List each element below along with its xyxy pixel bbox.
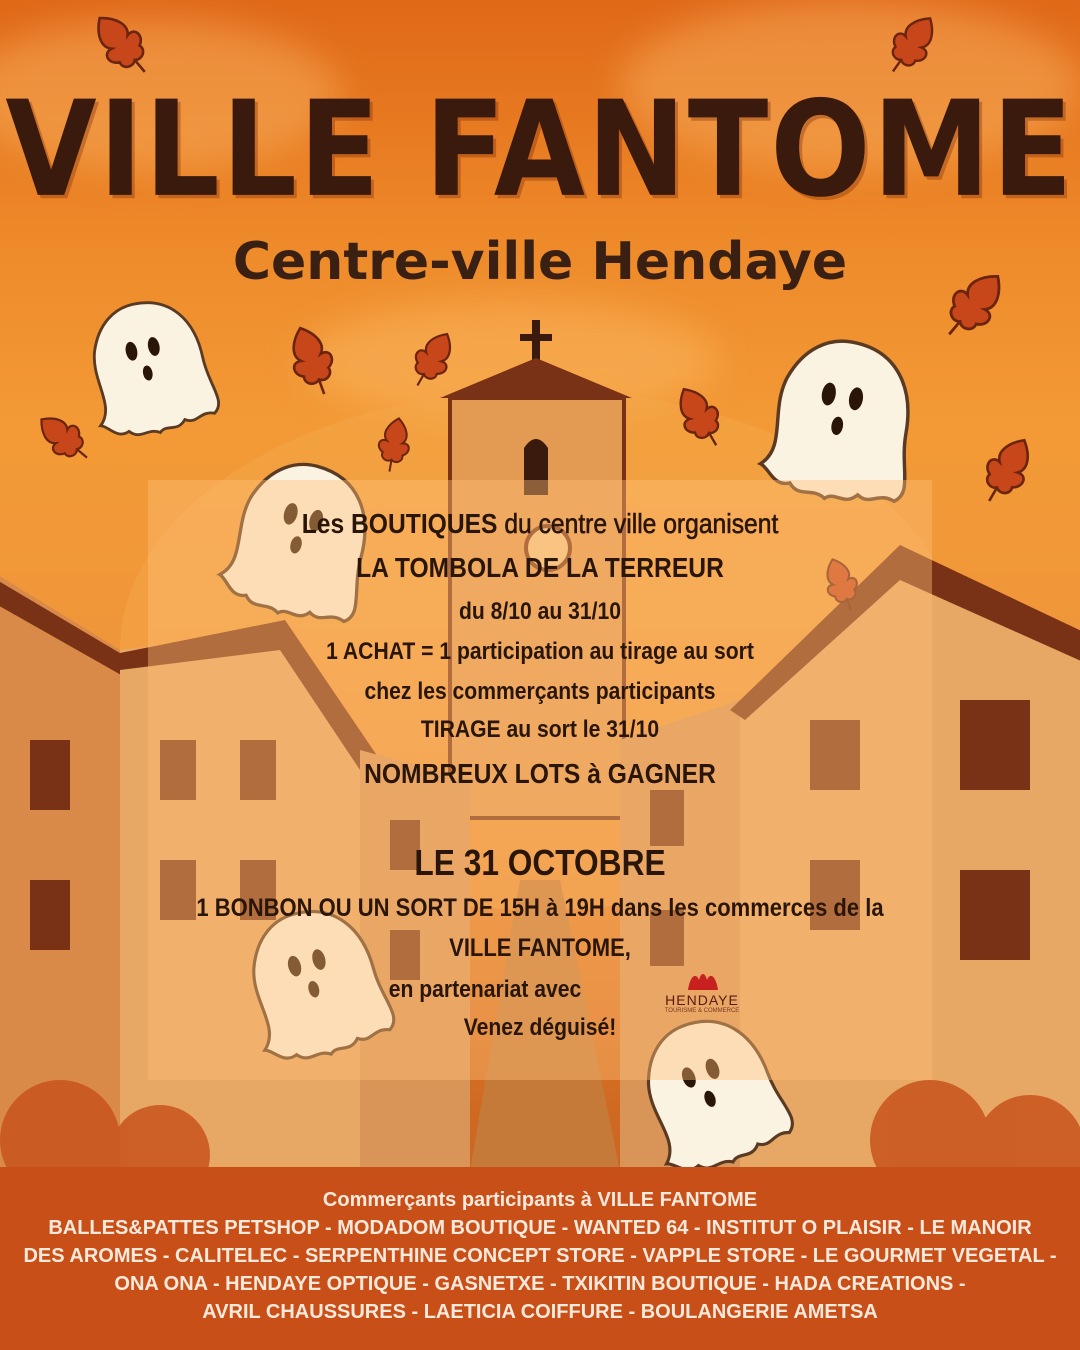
- panel-line-purchase-bold: 1 ACHAT: [326, 638, 416, 665]
- hendaye-logo-mark-icon: [686, 970, 720, 990]
- participants-line: DES AROMES - CALITELEC - SERPENTHINE CONCEPT STORE - VAPPLE STORE - LE GOURMET VEGETAL -: [23, 1245, 1057, 1267]
- panel-line-organisers-bold: Les BOUTIQUES: [301, 508, 498, 539]
- poster-title: VILLE FANTOME: [5, 71, 1075, 227]
- event-date-title: LE 31 OCTOBRE: [414, 842, 666, 883]
- tombola-title: LA TOMBOLA DE LA TERREUR: [356, 552, 724, 583]
- hendaye-logo-name: HENDAYE: [665, 992, 739, 1008]
- hendaye-logo: [662, 970, 742, 1020]
- panel-line-candy: 1 BONBON OU UN SORT DE 15H à 19H dans les commerces de la: [196, 894, 884, 922]
- tombola-dates: du 8/10 au 31/10: [458, 598, 622, 625]
- ghost-icon: [77, 291, 222, 444]
- participants-line: AVRIL CHAUSSURES - LAETICIA COIFFURE - BOULANGERIE AMETSA: [202, 1301, 878, 1323]
- panel-line-partnership: en partenariat avec: [388, 976, 582, 1003]
- panel-line-organisers: [65, 508, 1015, 540]
- panel-line-organisers-rest: du centre ville organisent: [497, 508, 779, 539]
- panel-line-draw-bold: TIRAGE: [420, 716, 501, 743]
- poster-subtitle: Centre-ville Hendaye: [232, 232, 848, 292]
- panel-line-prizes: NOMBREUX LOTS à GAGNER: [364, 758, 716, 789]
- participants-line: ONA ONA - HENDAYE OPTIQUE - GASNETXE - TXIKITIN BOUTIQUE - HADA CREATIONS -: [114, 1273, 966, 1295]
- panel-line-draw: [65, 716, 1015, 744]
- panel-line-merchants: chez les commerçants participants: [364, 678, 716, 705]
- panel-line-draw-rest: au sort le 31/10: [500, 716, 660, 743]
- panel-line-purchase-rest: = 1 participation au tirage au sort: [415, 638, 754, 665]
- panel-line-purchase: [65, 638, 1015, 666]
- hendaye-logo-tagline: TOURISME & COMMERCE: [664, 1008, 740, 1014]
- participants-heading: Commerçants participants à VILLE FANTOME: [322, 1189, 758, 1211]
- panel-line-costume: Venez déguisé!: [463, 1014, 617, 1041]
- panel-line-ville: VILLE FANTOME,: [449, 934, 631, 962]
- participants-line: BALLES&PATTES PETSHOP - MODADOM BOUTIQUE - WANTED 64 - INSTITUT O PLAISIR - LE MANOIR: [48, 1217, 1032, 1239]
